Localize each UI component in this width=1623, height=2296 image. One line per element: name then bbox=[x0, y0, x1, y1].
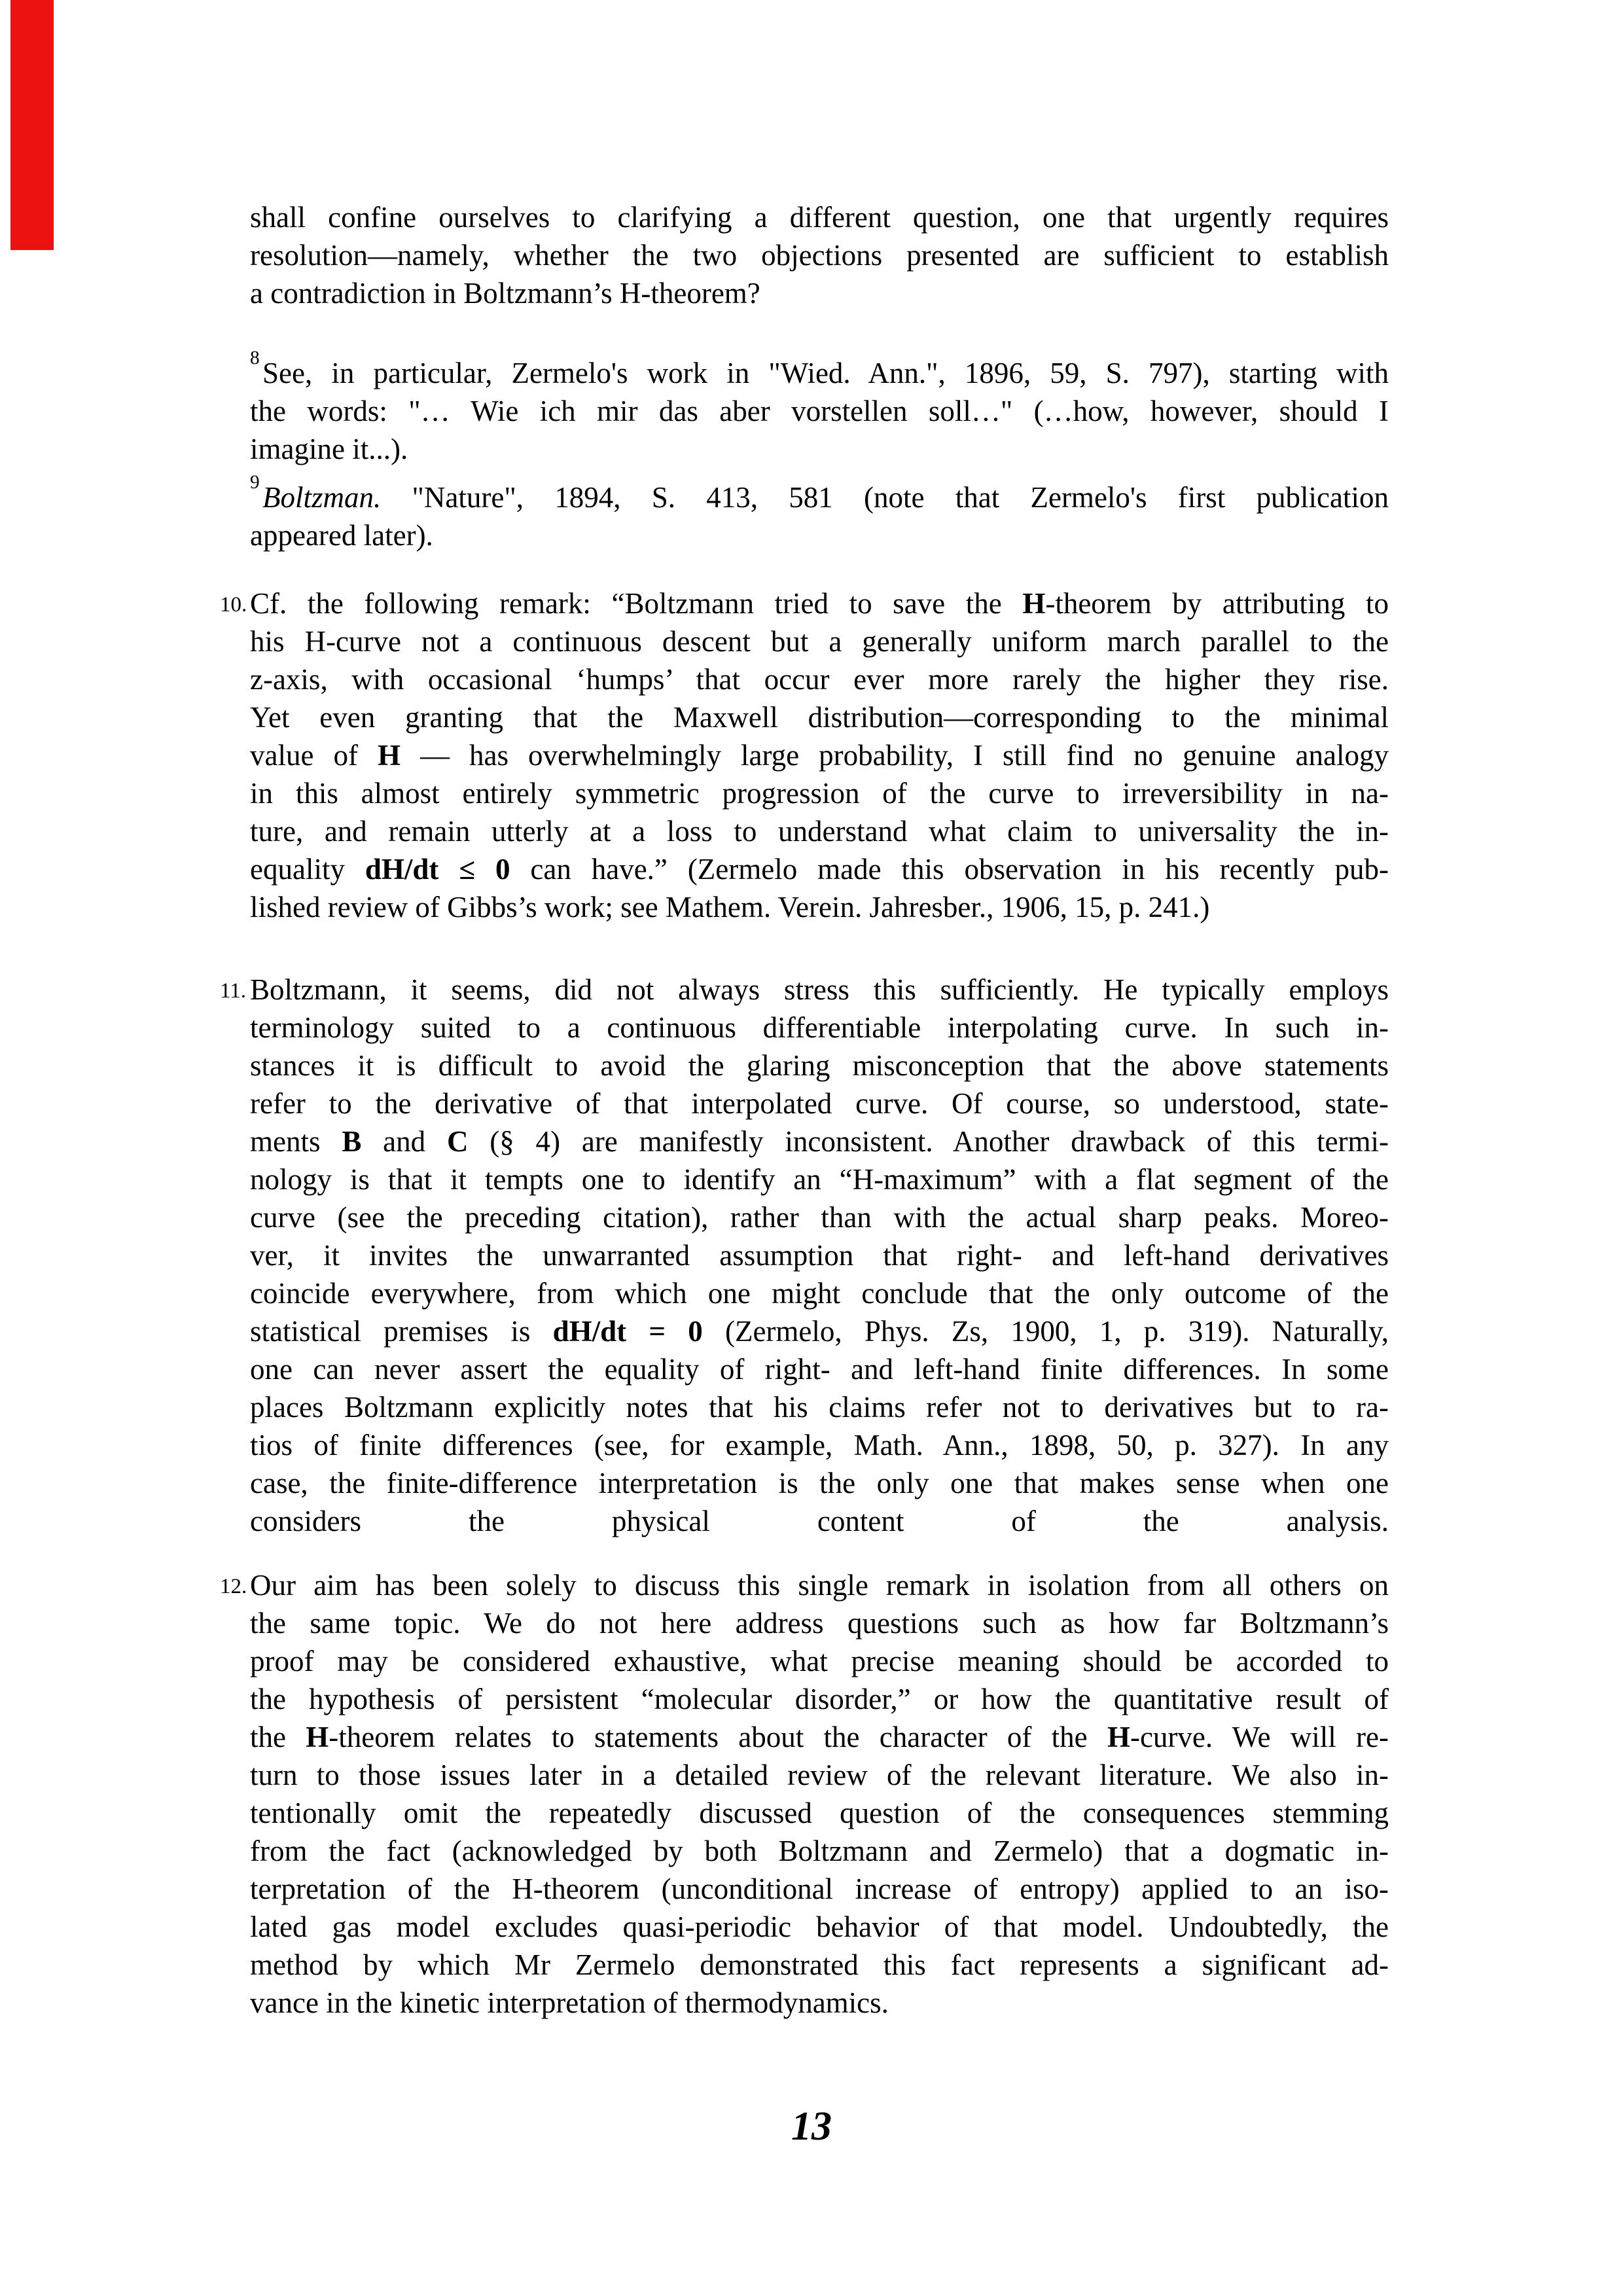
text-line: appeared later). bbox=[250, 519, 433, 552]
note-10 bbox=[220, 584, 1389, 926]
text-line: Cf. the following remark: “Boltzmann tried to save the H-theorem by attributing to bbox=[250, 587, 1389, 620]
text-line: method by which Mr Zermelo demonstrated this fact represents a significant ad- bbox=[250, 1948, 1389, 1981]
text-line: vance in the kinetic interpretation of thermodynamics. bbox=[250, 1986, 889, 2019]
footnote-number: 12. bbox=[220, 1575, 247, 1598]
red-margin-mark bbox=[10, 0, 54, 250]
text-line: equality dH/dt ≤ 0 can have.” (Zermelo made this observation in his recently pub- bbox=[250, 853, 1389, 886]
footnote-8 bbox=[250, 347, 1389, 468]
text-line: case, the finite-difference interpretation is the only one that makes sense when one bbox=[250, 1467, 1389, 1499]
text-line: places Boltzmann explicitly notes that his claims refer not to derivatives but to ra- bbox=[250, 1391, 1389, 1424]
footnote-ref: 9 bbox=[250, 471, 260, 493]
text-line: turn to those issues later in a detailed review of the relevant literature. We also in- bbox=[250, 1759, 1389, 1791]
text-line: the words: "… Wie ich mir das aber vorstellen soll…" (…how, however, should I bbox=[250, 395, 1389, 427]
footnote-number: 10. bbox=[220, 593, 247, 617]
text-line: the H-theorem relates to statements about the character of the H-curve. We will re- bbox=[250, 1721, 1389, 1753]
text-line: proof may be considered exhaustive, what precise meaning should be accorded to bbox=[250, 1645, 1389, 1677]
note-11 bbox=[220, 971, 1389, 1540]
page-number: 13 bbox=[791, 2104, 832, 2149]
text-line: refer to the derivative of that interpolated curve. Of course, so understood, state- bbox=[250, 1087, 1389, 1120]
text-line: tios of finite differences (see, for example, Math. Ann., 1898, 50, p. 327). In any bbox=[250, 1429, 1389, 1462]
footnote-ref: 8 bbox=[250, 347, 260, 368]
text-line: stances it is difficult to avoid the glaring misconception that the above statements bbox=[250, 1049, 1389, 1082]
text-column bbox=[220, 198, 1389, 2022]
text-line: lished review of Gibbs’s work; see Mathem. Verein. Jahresber., 1906, 15, p. 241.) bbox=[250, 891, 1210, 924]
text-line: shall confine ourselves to clarifying a different question, one that urgently requires bbox=[250, 201, 1389, 234]
text-line: resolution—namely, whether the two objections presented are sufficient to establish bbox=[250, 239, 1389, 272]
footnote-number: 11. bbox=[220, 979, 247, 1003]
text-line: nology is that it tempts one to identify an “H-maximum” with a flat segment of the bbox=[250, 1163, 1389, 1196]
text-line: tentionally omit the repeatedly discussed question of the consequences stemming bbox=[250, 1797, 1389, 1829]
text-line: lated gas model excludes quasi-periodic behavior of that model. Undoubtedly, the bbox=[250, 1910, 1389, 1943]
text-line: Boltzmann, it seems, did not always stress this sufficiently. He typically employs bbox=[250, 973, 1389, 1006]
text-line: ments B and C (§ 4) are manifestly inconsistent. Another drawback of this termi- bbox=[250, 1125, 1389, 1158]
para-intro bbox=[250, 198, 1389, 312]
text-line: a contradiction in Boltzmann’s H-theorem? bbox=[250, 277, 760, 310]
text-line: coincide everywhere, from which one might conclude that the only outcome of the bbox=[250, 1277, 1389, 1310]
text-line: $^8$See, in particular, Zermelo's work in "Wied. Ann.", 1896, 59, S. 797), starting with bbox=[250, 347, 1389, 389]
text-line: considers the physical content of the analysis. bbox=[250, 1505, 1389, 1537]
text-line: $^9$Boltzman. "Nature", 1894, S. 413, 581 (note that Zermelo's first publication bbox=[250, 471, 1389, 514]
text-line: value of H — has overwhelmingly large probability, I still find no genuine analogy bbox=[250, 739, 1389, 772]
text-line: in this almost entirely symmetric progression of the curve to irreversibility in na- bbox=[250, 777, 1389, 810]
note-12 bbox=[220, 1566, 1389, 2022]
text-line: statistical premises is dH/dt = 0 (Zermelo, Phys. Zs, 1900, 1, p. 319). Naturally, bbox=[250, 1315, 1389, 1348]
text-line: z-axis, with occasional ‘humps’ that occur ever more rarely the higher they rise. bbox=[250, 663, 1389, 696]
text-line: terminology suited to a continuous differentiable interpolating curve. In such in- bbox=[250, 1011, 1389, 1044]
text-line: curve (see the preceding citation), rather than with the actual sharp peaks. Moreo- bbox=[250, 1201, 1389, 1234]
text-line: ver, it invites the unwarranted assumption that right- and left-hand derivatives bbox=[250, 1239, 1389, 1272]
text-line: ture, and remain utterly at a loss to understand what claim to universality the in- bbox=[250, 815, 1389, 848]
text-line: terpretation of the H-theorem (unconditional increase of entropy) applied to an iso- bbox=[250, 1873, 1389, 1905]
footnote-9 bbox=[250, 471, 1389, 554]
text-line: his H-curve not a continuous descent but a generally uniform march parallel to the bbox=[250, 625, 1389, 658]
text-line: Yet even granting that the Maxwell distribution—corresponding to the minimal bbox=[250, 701, 1389, 734]
text-line: Our aim has been solely to discuss this single remark in isolation from all others on bbox=[250, 1569, 1389, 1602]
text-line: one can never assert the equality of right- and left-hand finite differences. In some bbox=[250, 1353, 1389, 1386]
text-line: the same topic. We do not here address questions such as how far Boltzmann’s bbox=[250, 1607, 1389, 1640]
text-line: the hypothesis of persistent “molecular disorder,” or how the quantitative result of bbox=[250, 1683, 1389, 1715]
text-line: from the fact (acknowledged by both Boltzmann and Zermelo) that a dogmatic in- bbox=[250, 1835, 1389, 1867]
text-line: imagine it...). bbox=[250, 433, 408, 465]
